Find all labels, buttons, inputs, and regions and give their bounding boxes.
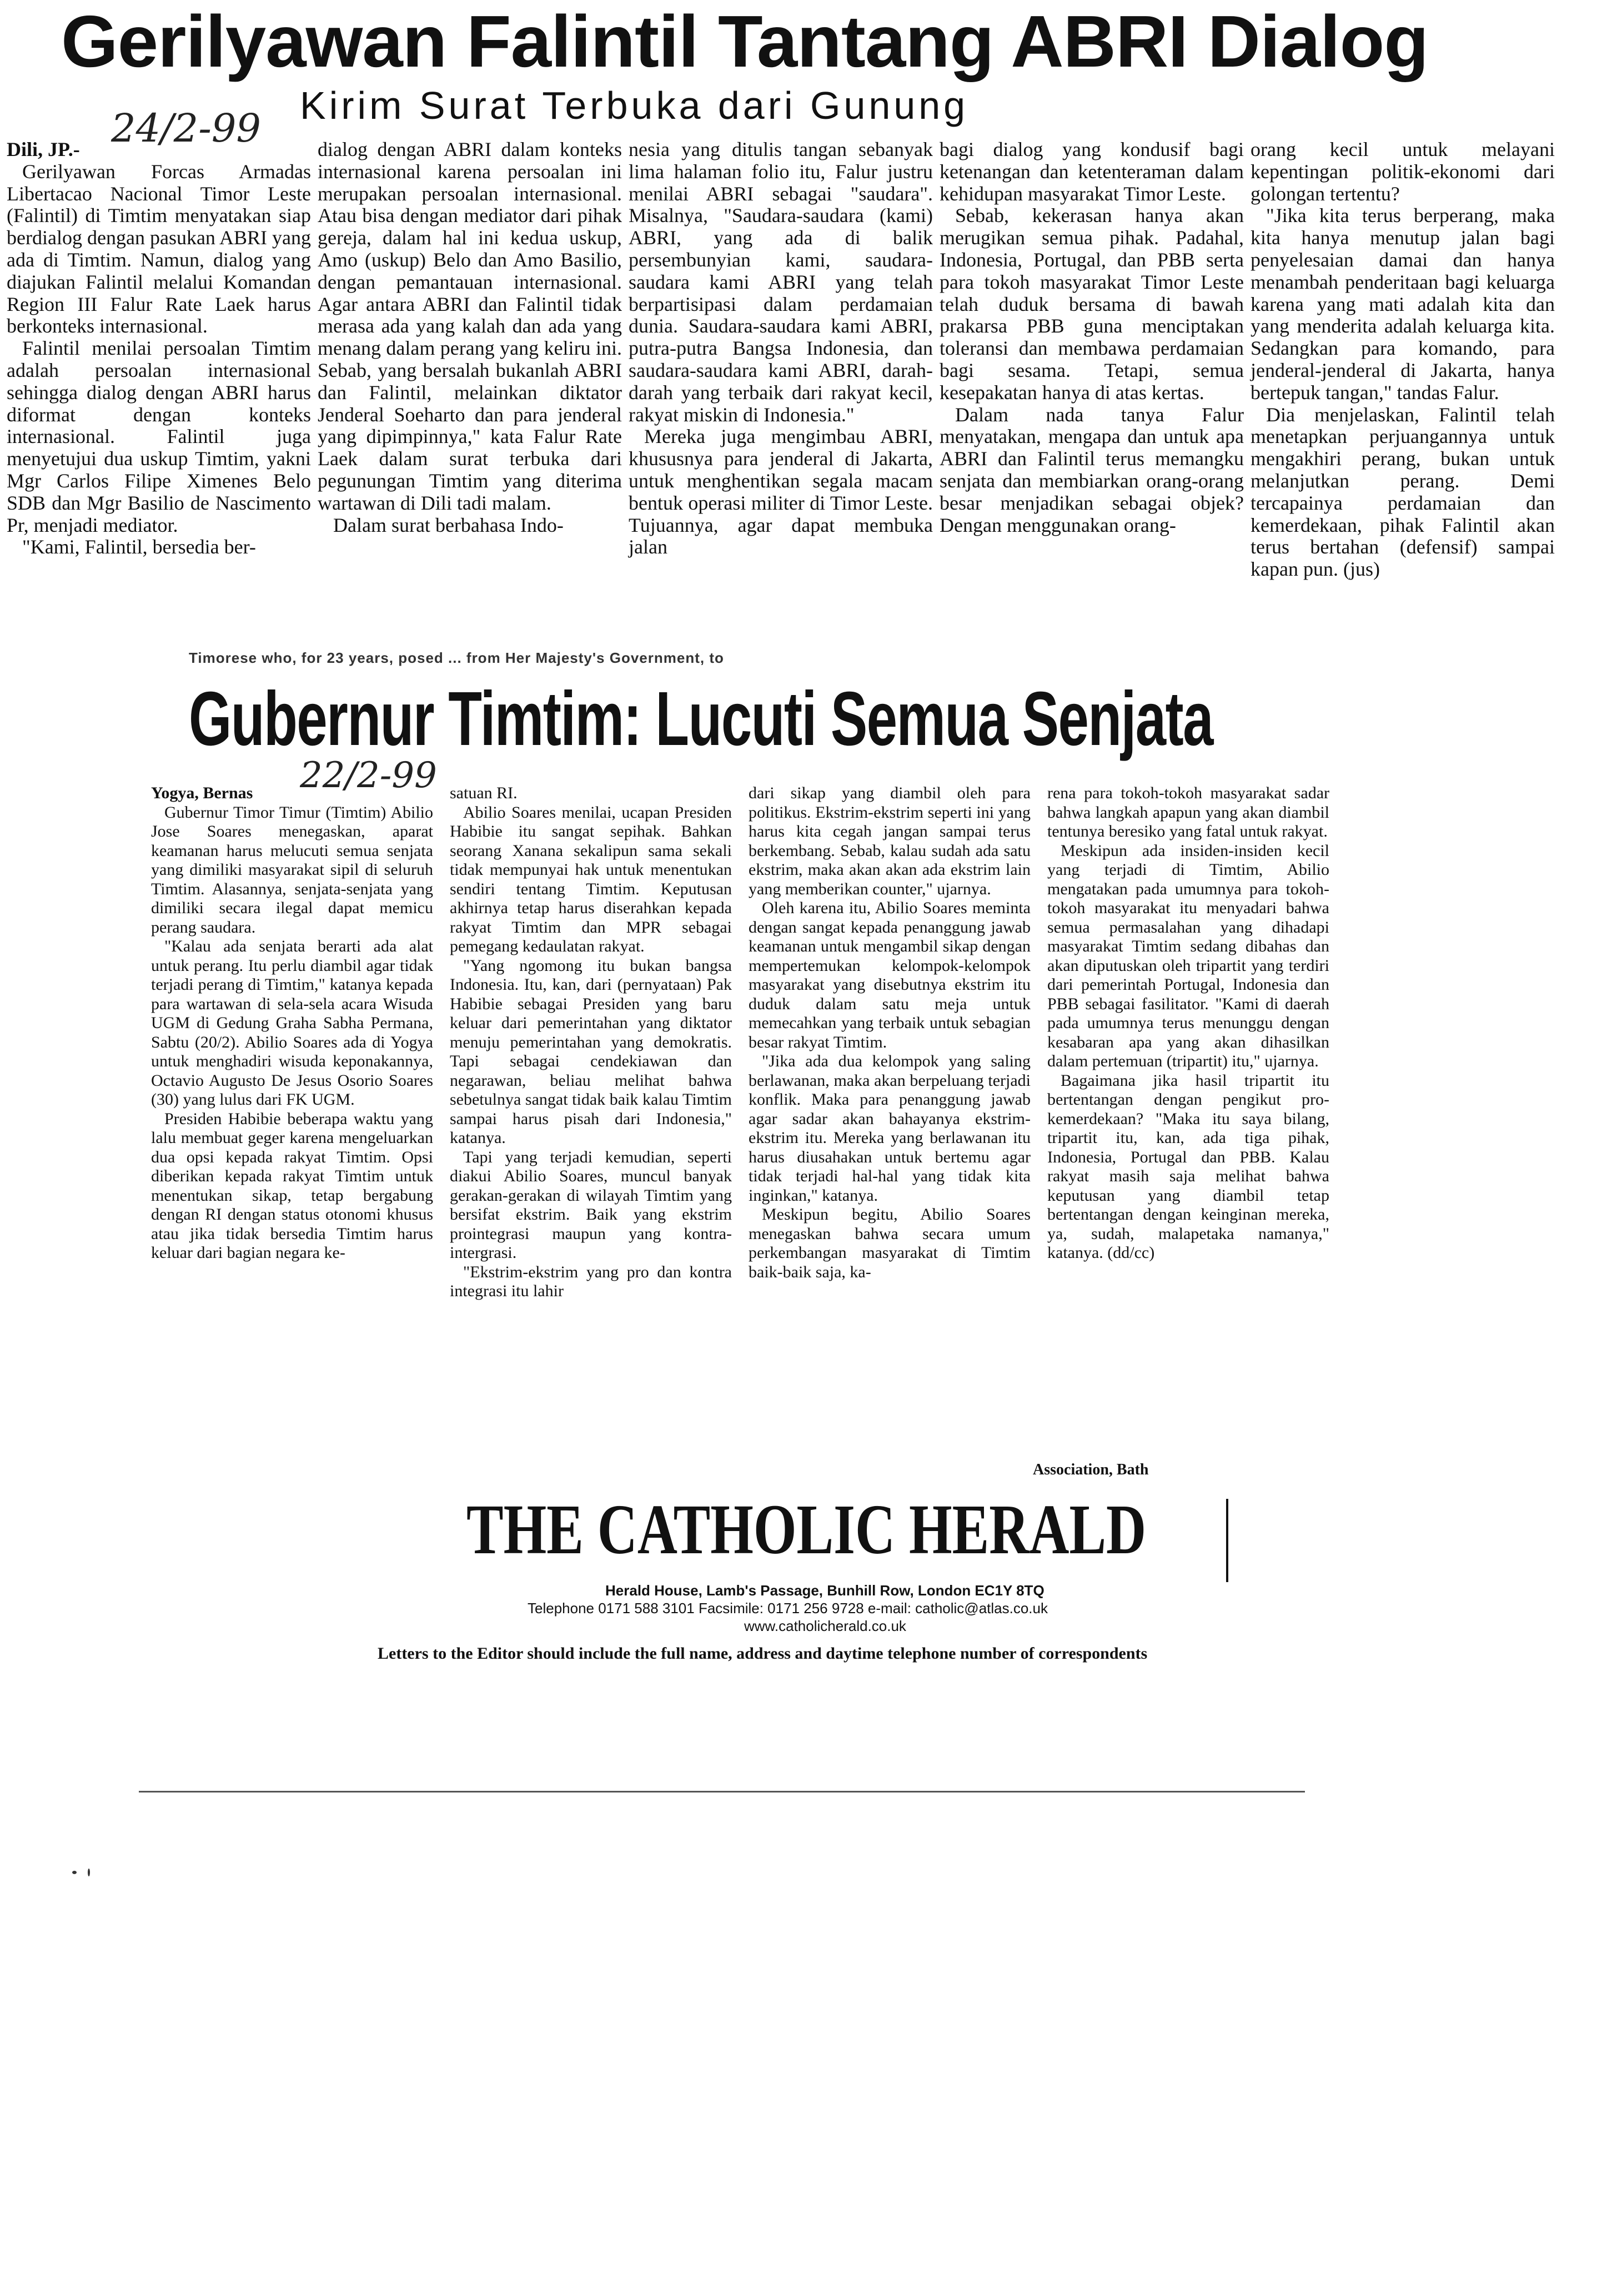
article1-paragraph: "Kami, Falintil, bersedia ber- <box>22 536 256 558</box>
article1-dateline: Dili, JP.- <box>7 138 80 160</box>
article2-paragraph: Presiden Habibie beberapa waktu yang lalu membuat geger karena mengeluarkan dua opsi kepada rakyat Timtim. Opsi diberikan kepada rakyat Timtim untuk menentukan sikap, tetap bergabung dengan RI dengan status otonomi khusus atau jika tidak bersedia Timtim harus keluar dari bagian negara ke- <box>151 1109 433 1262</box>
article1-subheadline: Kirim Surat Terbuka dari Gunung <box>300 84 969 127</box>
herald-website: www.catholicherald.co.uk <box>744 1618 906 1634</box>
herald-masthead: THE CATHOLIC HERALD <box>466 1490 1147 1569</box>
article2-paragraph: Bagaimana jika hasil tripartit itu bertentangan dengan pengikut pro-kemerdekaan? "Maka itu saya bilang, tripartit itu, kan, ada tiga pihak, Indonesia, Portugal dan PBB. Kalau rakyat masih saja melihat bahwa keputusan yang diambil tetap bertentangan dengan keinginan mereka, ya, sudah, malapetaka namanya," katanya. (dd/cc) <box>1047 1071 1329 1262</box>
herald-letters-note: Letters to the Editor should include the full name, address and daytime telephone number of correspondents <box>378 1644 1148 1663</box>
herald-telephone: Telephone 0171 588 3101 Facsimile: 0171 256 9728 e-mail: catholic@atlas.co.uk <box>528 1600 1048 1617</box>
article1-paragraph: Sebab, kekerasan hanya akan merugikan semua pihak. Padahal, Indonesia, Portugal, dan PBB serta para tokoh masyarakat Timor Leste telah duduk bersama di bawah prakarsa PBB guna menciptakan toleransi dan membawa perdamaian bagi sesama. Tetapi, semua kesepakatan hanya di atas kertas. <box>940 204 1244 404</box>
article1-paragraph: orang kecil untuk melayani kepentingan politik-ekonomi dari golongan tertentu? <box>1251 138 1555 205</box>
scan-speck <box>88 1869 90 1876</box>
handwritten-date-2: 22/2-99 <box>300 755 437 796</box>
article1-paragraph: Gerilyawan Forcas Armadas Libertacao Nacional Timor Leste (Falintil) di Timtim menyatakan siap berdialog dengan pasukan ABRI yang ada di Timtim. Namun, dialog yang diajukan Falintil melalui Komandan Region III Falur Rate Laek harus berkonteks internasional. <box>7 160 311 338</box>
article1-paragraph: "Jika kita terus berperang, maka kita hanya menutup jalan bagi penyelesaian damai dan hanya menambah penderitaan bagi keluarga karena yang mati adalah kita dan yang menderita adalah keluarga kita. Sedangkan para komando, para jenderal-jenderal di Jakarta, hanya bertepuk tangan," tandas Falur. <box>1251 204 1555 404</box>
article2-paragraph: "Jika ada dua kelompok yang saling berlawanan, maka akan berpeluang terjadi konflik. Maka para penanggung jawab agar sadar akan bahayanya ekstrim-ekstrim itu. Mereka yang berlawanan itu harus diusahakan untuk bertemu agar tidak terjadi hal-hal yang tidak kita inginkan," katanya. <box>749 1052 1031 1205</box>
article2-paragraph: "Kalau ada senjata berarti ada alat untuk perang. Itu perlu diambil agar tidak terjadi perang di Timtim," katanya kepada para wartawan di sela-sela acara Wisuda UGM di Gedung Graha Sabha Permana, Sabtu (20/2). Abilio Soares ada di Yogya untuk menghadiri wisuda keponakannya, Octavio Augusto De Jesus Osorio Soares (30) yang lulus dari FK UGM. <box>151 937 433 1109</box>
article1-paragraph: bagi dialog yang kondusif bagi ketenangan dan ketenteraman dalam kehidupan masyarakat Timor Leste. <box>940 138 1244 205</box>
article1-paragraph: Dia menjelaskan, Falintil telah menetapkan perjuangannya untuk mengakhiri perang, bukan untuk melanjutkan perang. Demi tercapainya perdamaian dan kemerdekaan, pihak Falintil akan terus bertahan (defensif) sampai kapan pun. (jus) <box>1251 403 1555 581</box>
scan-speck <box>72 1871 77 1874</box>
article1-paragraph: Dalam surat berbahasa Indo- <box>333 513 564 536</box>
bottom-rule <box>139 1791 1305 1793</box>
article2-column-4 <box>1047 784 1329 1263</box>
article1-headline: Gerilyawan Falintil Tantang ABRI Dialog <box>61 1 1428 82</box>
article1-column-1 <box>7 139 311 558</box>
herald-address: Herald House, Lamb's Passage, Bunhill Row, London EC1Y 8TQ <box>605 1582 1044 1599</box>
article1-paragraph: Mereka juga mengimbau ABRI, khususnya para jenderal di Jakarta, untuk menghentikan segala macam bentuk operasi militer di Timor Leste. Tujuannya, agar dapat membuka jalan <box>629 425 933 558</box>
article2-paragraph: Meskipun begitu, Abilio Soares menegaskan bahwa secara umum perkembangan masyarakat di Timtim baik-baik saja, ka- <box>749 1205 1031 1281</box>
article2-paragraph: satuan RI. <box>450 784 518 802</box>
article1-paragraph: Falintil menilai persoalan Timtim adalah persoalan internasional sehingga dialog dengan ABRI harus diformat dengan konteks internasional. Falintil juga menyetujui dua uskup Timtim, yakni Mgr Carlos Filipe Ximenes Belo SDB dan Mgr Basilio de Nascimento Pr, menjadi mediator. <box>7 337 311 536</box>
article2-column-3 <box>749 784 1031 1282</box>
article2-paragraph: Tapi yang terjadi kemudian, seperti diakui Abilio Soares, muncul banyak gerakan-gerakan di wilayah Timtim yang bersifat ekstrim. Baik yang ekstrim prointegrasi maupun yang kontra-intergrasi. <box>450 1147 732 1262</box>
article2-paragraph: Oleh karena itu, Abilio Soares meminta dengan sangat kepada penanggung jawab keamanan untuk mengambil sikap dengan mempertemukan kelompok-kelompok masyarakat yang disebutnya ekstrim itu duduk dalam satu meja untuk memecahkan yang terbaik untuk sebagian besar rakyat Timtim. <box>749 899 1031 1051</box>
article2-paragraph: rena para tokoh-tokoh masyarakat sadar bahwa langkah apapun yang akan diambil tentunya beresiko yang fatal untuk rakyat. <box>1047 784 1329 840</box>
article2-column-1 <box>151 784 433 1263</box>
article1-column-2 <box>318 139 622 536</box>
article2-paragraph: Abilio Soares menilai, ucapan Presiden Habibie itu sangat sepihak. Bahkan seorang Xanana sekalipun sama sekali tidak mempunyai hak untuk menentukan sendiri tentang Timtim. Keputusan akhirnya tetap harus diserahkan kepada rakyat Timtim dan MPR sebagai pemegang kedaulatan rakyat. <box>450 803 732 955</box>
herald-fragment: Association, Bath <box>1033 1461 1149 1478</box>
article1-column-5 <box>1251 139 1555 581</box>
article2-paragraph: "Ekstrim-ekstrim yang pro dan kontra integrasi itu lahir <box>450 1262 732 1300</box>
herald-vertical-rule <box>1226 1499 1228 1582</box>
article1-column-3 <box>629 139 933 558</box>
article2-paragraph: dari sikap yang diambil oleh para politikus. Ekstrim-ekstrim seperti ini yang harus kita cegah jangan sampai terus berkembang. Sebab, kalau sudah ada satu ekstrim, maka akan akan ada ekstrim lain yang memberikan counter," ujarnya. <box>749 784 1031 898</box>
article2-paragraph: Gubernur Timor Timur (Timtim) Abilio Jose Soares menegaskan, aparat keamanan harus melucuti semua senjata yang dimiliki masyarakat sipil di seluruh Timtim. Alasannya, senjata-senjata yang dimiliki secara ilegal dapat memicu perang saudara. <box>151 803 433 936</box>
article2-headline: Gubernur Timtim: Lucuti Semua Senjata <box>189 676 1213 762</box>
article1-paragraph: Dalam nada tanya Falur menyatakan, mengapa dan untuk apa ABRI dan Falintil terus memangku senjata dan membiarkan orang-orang besar menjadikan sebagai objek? Dengan menggunakan orang- <box>940 403 1244 536</box>
handwritten-date-1: 24/2-99 <box>111 105 261 151</box>
article1-column-4 <box>940 139 1244 536</box>
article1-paragraph: nesia yang ditulis tangan sebanyak lima halaman folio itu, Falur justru menilai ABRI sebagai "saudara". Misalnya, "Saudara-saudara (kami) ABRI, yang ada di balik persembunyian kami, saudara-saudara kami ABRI yang telah berpartisipasi dalam perdamaian dunia. Saudara-saudara kami ABRI, putra-putra Bangsa Indonesia, dan saudara-saudara kami ABRI, darah-darah yang terbaik dari rakyat kecil, rakyat miskin di Indonesia." <box>629 138 933 426</box>
clipping-fragment: Timorese who, for 23 years, posed ... from Her Majesty's Government, to <box>189 649 724 666</box>
article2-column-2 <box>450 784 732 1301</box>
article2-paragraph: "Yang ngomong itu bukan bangsa Indonesia. Itu, kan, dari (pernyataan) Pak Habibie sebagai Presiden yang baru keluar dari pemerintahan yang diktator menuju pemerintahan yang demokratis. Tapi sebagai cendekiawan dan negarawan, beliau melihat bahwa sebetulnya sangat tidak baik kalau Timtim sampai harus pisah dari Indonesia," katanya. <box>450 956 732 1147</box>
article2-dateline: Yogya, Bernas <box>151 784 253 802</box>
article1-paragraph: dialog dengan ABRI dalam konteks internasional karena persoalan ini merupakan persoalan internasional. Atau bisa dengan mediator dari pihak gereja, dalam hal ini kedua uskup, Amo (uskup) Belo dan Amo Basilio, dengan pemantauan internasional. Agar antara ABRI dan Falintil tidak merasa ada yang kalah dan ada yang menang dalam perang yang keliru ini. Sebab, yang bersalah bukanlah ABRI dan Falintil, melainkan diktator Jenderal Soeharto dan para jenderal yang dipimpinnya," kata Falur Rate Laek dalam surat terbuka dari pegunungan Timtim yang diterima wartawan di Dili tadi malam. <box>318 138 622 514</box>
article2-paragraph: Meskipun ada insiden-insiden kecil yang terjadi di Timtim, Abilio mengatakan pada umumnya para tokoh-tokoh masyarakat itu menyadari bahwa semua permasalahan yang dihadapi masyarakat Timtim sedang dibahas dan akan diputuskan oleh tripartit yang terdiri dari pemerintah Portugal, Indonesia dan PBB sebagai fasilitator. "Kami di daerah pada umumnya terus menunggu dengan kesabaran apa yang akan dihasilkan dalam pertemuan (tripartit) itu," ujarnya. <box>1047 841 1329 1070</box>
